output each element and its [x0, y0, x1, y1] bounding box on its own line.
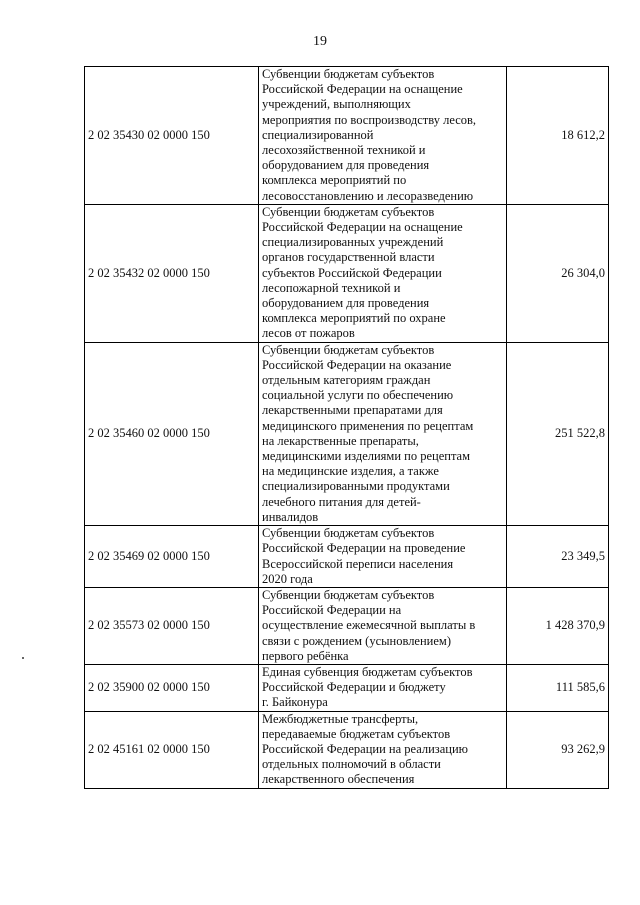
- description-line: оборудованием для проведения: [262, 158, 430, 173]
- description-cell: [259, 664, 507, 711]
- description-cell: [259, 342, 507, 525]
- description-line: мероприятия по воспроизводству лесов,: [262, 112, 477, 127]
- description-line: на лекарственные препараты,: [262, 433, 419, 448]
- description-line: Субвенции бюджетам субъектов: [262, 526, 435, 541]
- table-row: [85, 204, 609, 342]
- description-line: социальной услуги по обеспечению: [262, 388, 454, 403]
- description-line: учреждений, выполняющих: [262, 97, 411, 112]
- amount-cell: 18 612,2: [507, 67, 609, 205]
- description-cell: [259, 526, 507, 588]
- amount-cell: 26 304,0: [507, 204, 609, 342]
- description-line: лесохозяйственной техникой и: [262, 143, 426, 158]
- description-line: Субвенции бюджетам субъектов: [262, 204, 435, 219]
- description-line: медицинскими изделиями по рецептам: [262, 449, 471, 464]
- classification-code: 2 02 35430 02 0000 150: [85, 67, 259, 205]
- description-line: Российской Федерации на оказание: [262, 357, 452, 372]
- table-row: [85, 711, 609, 788]
- description-line: Единая субвенция бюджетам субъектов: [262, 664, 473, 679]
- description-line: Субвенции бюджетам субъектов: [262, 342, 435, 357]
- description-line: лесов от пожаров: [262, 326, 355, 341]
- description-line: лекарственными препаратами для: [262, 403, 443, 418]
- description-line: передаваемые бюджетам субъектов: [262, 726, 451, 741]
- table-row: [85, 664, 609, 711]
- description-line: Российской Федерации на: [262, 603, 402, 618]
- description-line: первого ребёнка: [262, 648, 349, 663]
- description-line: специализированных учреждений: [262, 235, 444, 250]
- description-line: Межбюджетные трансферты,: [262, 711, 419, 726]
- description-line: осуществление ежемесячной выплаты в: [262, 618, 476, 633]
- description-line: отдельных полномочий в области: [262, 757, 441, 772]
- description-line: отдельным категориям граждан: [262, 373, 431, 388]
- description-line: лечебного питания для детей-: [262, 494, 421, 509]
- budget-table: [84, 66, 609, 789]
- amount-cell: 251 522,8: [507, 342, 609, 525]
- classification-code: 2 02 35573 02 0000 150: [85, 587, 259, 664]
- amount-cell: 23 349,5: [507, 526, 609, 588]
- description-line: оборудованием для проведения: [262, 296, 430, 311]
- description-line: лесопожарной техникой и: [262, 280, 401, 295]
- table-row: [85, 67, 609, 205]
- description-line: г. Байконура: [262, 695, 328, 710]
- description-line: медицинского применения по рецептам: [262, 418, 474, 433]
- table-row: [85, 342, 609, 525]
- description-line: субъектов Российской Федерации: [262, 265, 442, 280]
- amount-cell: 93 262,9: [507, 711, 609, 788]
- description-line: Российской Федерации на оснащение: [262, 82, 463, 97]
- description-line: Российской Федерации на оснащение: [262, 220, 463, 235]
- classification-code: 2 02 35900 02 0000 150: [85, 664, 259, 711]
- description-line: Российской Федерации на проведение: [262, 541, 466, 556]
- amount-cell: 111 585,6: [507, 664, 609, 711]
- description-line: органов государственной власти: [262, 250, 435, 265]
- classification-code: 2 02 45161 02 0000 150: [85, 711, 259, 788]
- amount-cell: 1 428 370,9: [507, 587, 609, 664]
- description-line: лесовосстановлению и лесоразведению: [262, 188, 474, 203]
- description-line: комплекса мероприятий по: [262, 173, 407, 188]
- description-cell: [259, 587, 507, 664]
- scan-dot: [22, 657, 24, 659]
- description-line: связи с рождением (усыновлением): [262, 633, 451, 648]
- classification-code: 2 02 35469 02 0000 150: [85, 526, 259, 588]
- description-line: Российской Федерации на реализацию: [262, 741, 468, 756]
- description-line: Субвенции бюджетам субъектов: [262, 587, 435, 602]
- description-line: специализированными продуктами: [262, 479, 450, 494]
- description-line: лекарственного обеспечения: [262, 772, 415, 787]
- description-line: на медицинские изделия, а также: [262, 464, 439, 479]
- table-row: [85, 587, 609, 664]
- description-line: Всероссийской переписи населения: [262, 556, 454, 571]
- classification-code: 2 02 35432 02 0000 150: [85, 204, 259, 342]
- description-line: специализированной: [262, 127, 374, 142]
- description-line: Субвенции бюджетам субъектов: [262, 67, 435, 81]
- description-cell: [259, 67, 507, 205]
- page-number: 19: [313, 34, 327, 49]
- description-cell: [259, 204, 507, 342]
- description-line: Российской Федерации и бюджету: [262, 680, 446, 695]
- classification-code: 2 02 35460 02 0000 150: [85, 342, 259, 525]
- table-row: [85, 526, 609, 588]
- description-line: комплекса мероприятий по охране: [262, 311, 446, 326]
- description-line: инвалидов: [262, 509, 319, 524]
- description-cell: [259, 711, 507, 788]
- description-line: 2020 года: [262, 571, 313, 586]
